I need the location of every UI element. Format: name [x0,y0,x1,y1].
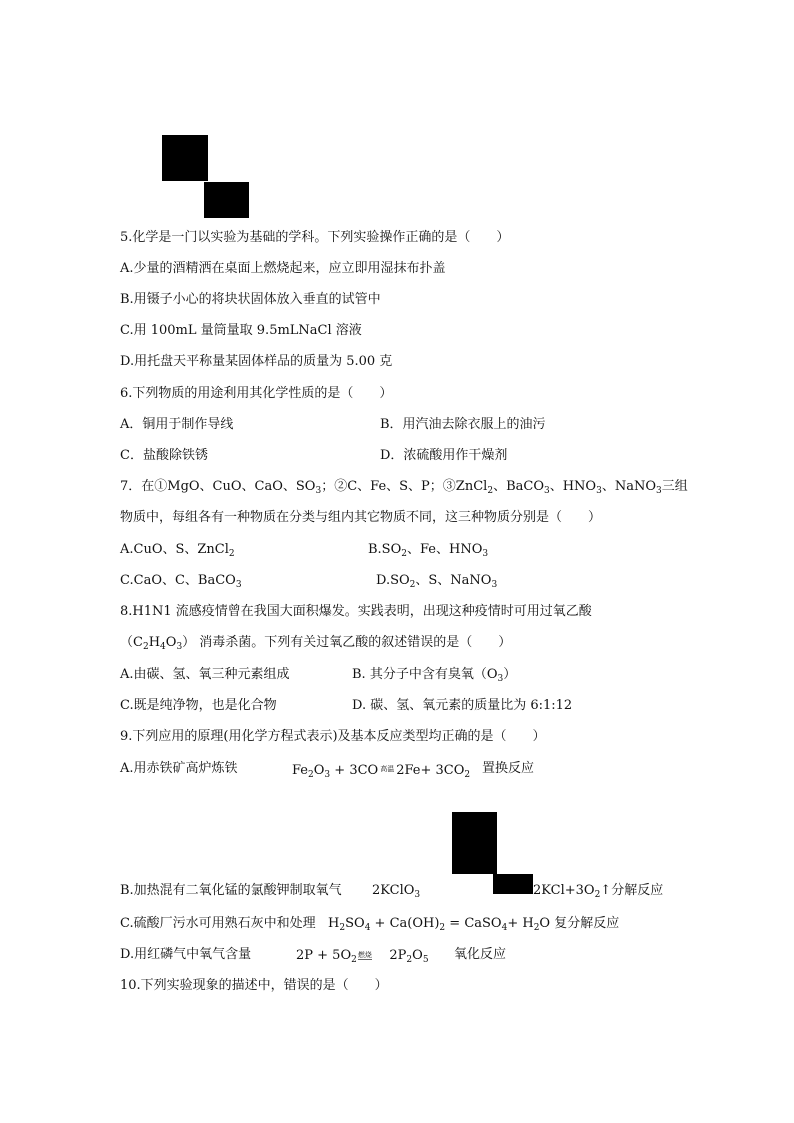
q7-option-d: $D.SO_2$、S、NaNO$_3$ [376,573,498,590]
q8-option-b: B. 其分子中含有臭氧$(O_3)$ [352,667,517,684]
q9-option-d-type: 氧化反应 [454,947,507,962]
q9-option-b-label: B.加热混有二氧化锰的氯酸钾制取氧气 [120,883,342,898]
redaction-block-top-right [204,182,249,218]
q5-stem: 5.化学是一门以实验为基础的学科。下列实验操作正确的是（ ） [120,230,510,245]
q5-option-b: B.用镊子小心的将块状固体放入垂直的试管中 [120,292,381,307]
q8-stem-line2: $(C_2H_4O_3)$ 消毒杀菌。下列有关过氧乙酸的叙述错误的是（ ） [120,635,512,652]
q9-stem: 9.下列应用的原理(用化学方程式表示)及基本反应类型均正确的是（ ） [120,729,546,744]
q8-option-c: C.既是纯净物，也是化合物 [120,698,277,713]
q7-option-b: $B.SO_2$、Fe、$HNO_3$ [368,542,489,559]
q6-option-d: D．浓硫酸用作干燥剂 [380,448,508,463]
q7-option-a: A.CuO、S、ZnCl$_2$ [120,542,235,559]
q5-option-d: D.用托盘天平称量某固体样品的质量为 5.00 克 [120,354,393,369]
q9-option-d-equation: $2P + 5O_2$燃烧 $2P_2O_5$ [296,948,429,965]
redaction-block-mid-lower [493,874,533,894]
q9-a-condition: 高温 [380,765,395,773]
q5-option-c: C.用 100mL 量筒量取 9.5mLNaCl 溶液 [120,323,362,338]
q9-d-condition: 燃烧 [357,951,372,959]
redaction-block-top-left [162,135,208,181]
q9-option-c: C.硫酸厂污水可用熟石灰中和处理 $H_2SO_4 + Ca(OH)_2$ = CaSO$_4$+ $H_2O$ 复分解反应 [120,916,620,933]
q7-option-c: C.CaO、C、BaCO$_3$ [120,573,242,590]
q6-option-a: A．铜用于制作导线 [120,417,234,432]
q9-option-a-equation: $Fe_2O_3 + 3CO$ $^{高温}$ $2Fe+ 3CO_2$ [292,763,471,780]
q6-option-b: B．用汽油去除衣服上的油污 [380,417,546,432]
q9-option-a-type: 置换反应 [482,761,535,776]
q10-stem: 10.下列实验现象的描述中，错误的是（ ） [120,978,388,993]
q9-option-b-reactant: 2KClO$_3$ [372,883,421,900]
q8-stem: 8.H1N1 流感疫情曾在我国大面积爆发。实践表明，出现这种疫情时可用过氧乙酸 [120,604,592,619]
q8-option-d: D. 碳、氢、氧元素的质量比为 6:1:12 [352,698,573,713]
q6-stem: 6.下列物质的用途利用其化学性质的是（ ） [120,386,393,401]
q6-option-c: C．盐酸除铁锈 [120,448,208,463]
q5-option-a: A.少量的酒精洒在桌面上燃烧起来，应立即用湿抹布扑盖 [120,261,446,276]
q7-stem: 7．在①MgO、CuO、CaO、$SO_3$；②C、Fe、S、P；③ZnCl$_2$、BaCO$_3$、$HNO_3$、NaNO$_3$三组 [120,479,688,496]
redaction-block-mid-upper [452,812,497,874]
q9-option-b-product: $2KCl+3O_2↑$分解反应 [533,883,664,900]
q8-option-a: A.由碳、氢、氧三种元素组成 [120,667,290,682]
q9-option-a-label: A.用赤铁矿高炉炼铁 [120,761,238,776]
q7-stem-line2: 物质中，每组各有一种物质在分类与组内其它物质不同，这三种物质分别是（ ） [120,510,602,525]
q9-option-d-label: D.用红磷气中氧气含量 [120,947,252,962]
